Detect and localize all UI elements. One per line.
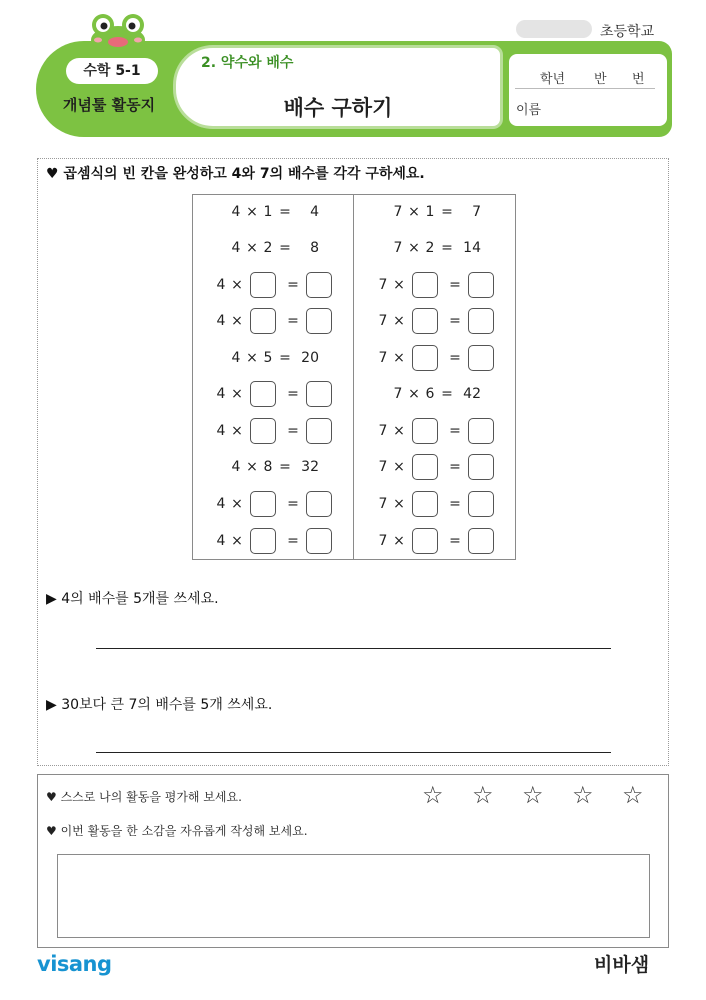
times-sign: ×	[408, 204, 420, 220]
name-label: 이름	[516, 103, 542, 118]
multiplicand: 4	[216, 313, 226, 329]
equation-row	[229, 344, 319, 372]
times-sign: ×	[393, 533, 405, 549]
multiplicand: 4	[216, 386, 226, 402]
product-blank-box[interactable]	[468, 345, 494, 371]
equation-row	[376, 453, 494, 481]
multiplicand: 4	[231, 350, 241, 366]
multiplier: 1	[263, 204, 273, 220]
times-sign: ×	[246, 459, 258, 475]
equation-row	[214, 380, 332, 408]
answer-line-1[interactable]	[96, 648, 611, 649]
equation-row	[376, 490, 494, 518]
times-sign: ×	[231, 313, 243, 329]
multiplier-blank-box[interactable]	[250, 491, 276, 517]
multiplier-blank-box[interactable]	[412, 528, 438, 554]
multiplier: 8	[263, 459, 273, 475]
equation-row	[214, 307, 332, 335]
multiplicand: 7	[378, 423, 388, 439]
multiplicand: 7	[378, 313, 388, 329]
equation-row	[214, 490, 332, 518]
equation-row	[229, 453, 319, 481]
multiplicand: 4	[231, 240, 241, 256]
multiplier: 1	[425, 204, 435, 220]
equals-sign: =	[441, 240, 453, 256]
visang-logo: visang	[37, 952, 112, 976]
class-label: 반	[594, 72, 607, 87]
equals-sign: =	[287, 386, 299, 402]
times-sign: ×	[231, 496, 243, 512]
equation-row	[229, 198, 319, 226]
multiplicand: 7	[378, 350, 388, 366]
product: 4	[310, 204, 319, 220]
multiplicand: 4	[216, 496, 226, 512]
equation-row	[391, 234, 481, 262]
product-blank-box[interactable]	[306, 491, 332, 517]
times-sign: ×	[393, 423, 405, 439]
equation-row	[376, 271, 494, 299]
product: 7	[472, 204, 481, 220]
times-sign: ×	[393, 459, 405, 475]
times-sign: ×	[408, 240, 420, 256]
answer-line-2[interactable]	[96, 752, 611, 753]
times-sign: ×	[231, 277, 243, 293]
subject-badge: 수학 5-1	[66, 58, 158, 84]
equation-row	[214, 527, 332, 555]
multiplicand: 4	[216, 277, 226, 293]
equation-row	[229, 234, 319, 262]
multiplicand: 4	[216, 423, 226, 439]
product-blank-box[interactable]	[306, 418, 332, 444]
equals-sign: =	[279, 459, 291, 475]
times-sign: ×	[393, 313, 405, 329]
times-sign: ×	[393, 496, 405, 512]
school-label: 초등학교	[600, 24, 655, 40]
multiplier-blank-box[interactable]	[250, 308, 276, 334]
multiplier-blank-box[interactable]	[250, 272, 276, 298]
multiplier-blank-box[interactable]	[250, 528, 276, 554]
equation-row	[376, 307, 494, 335]
question-1: ▶ 4의 배수를 5개를 쓰세요.	[46, 591, 219, 607]
equation-row	[376, 417, 494, 445]
product-blank-box[interactable]	[306, 308, 332, 334]
equals-sign: =	[279, 240, 291, 256]
multiplier-blank-box[interactable]	[412, 308, 438, 334]
equals-sign: =	[449, 313, 461, 329]
multiplier: 2	[263, 240, 273, 256]
equals-sign: =	[287, 533, 299, 549]
product-blank-box[interactable]	[468, 491, 494, 517]
times-sign: ×	[393, 277, 405, 293]
product-blank-box[interactable]	[468, 454, 494, 480]
product: 20	[301, 350, 319, 366]
multiplier-blank-box[interactable]	[412, 454, 438, 480]
multiplier-blank-box[interactable]	[412, 272, 438, 298]
product-blank-box[interactable]	[306, 381, 332, 407]
star-icon[interactable]: ☆	[572, 781, 594, 809]
multiplicand: 7	[378, 459, 388, 475]
times-sign: ×	[246, 240, 258, 256]
product-blank-box[interactable]	[306, 272, 332, 298]
self-eval-prompt: ♥ 스스로 나의 활동을 평가해 보세요.	[46, 790, 242, 804]
multiplier-blank-box[interactable]	[412, 345, 438, 371]
multiplicand: 7	[378, 533, 388, 549]
question-2: ▶ 30보다 큰 7의 배수를 5개 쓰세요.	[46, 697, 273, 713]
equals-sign: =	[449, 423, 461, 439]
info-divider	[515, 88, 655, 89]
product-blank-box[interactable]	[306, 528, 332, 554]
times-sign: ×	[246, 204, 258, 220]
multiplier: 2	[425, 240, 435, 256]
equals-sign: =	[287, 496, 299, 512]
product: 14	[463, 240, 481, 256]
star-icon[interactable]: ☆	[522, 781, 544, 809]
multiplicand: 4	[231, 204, 241, 220]
times-sign: ×	[231, 423, 243, 439]
equals-sign: =	[449, 533, 461, 549]
equals-sign: =	[441, 204, 453, 220]
product-blank-box[interactable]	[468, 308, 494, 334]
multiplicand: 7	[393, 240, 403, 256]
equation-row	[391, 198, 481, 226]
page-title: 배수 구하기	[283, 96, 393, 120]
times-sign: ×	[393, 350, 405, 366]
star-icon[interactable]: ☆	[622, 781, 644, 809]
multiplier: 6	[425, 386, 435, 402]
product-blank-box[interactable]	[468, 528, 494, 554]
product: 42	[463, 386, 481, 402]
times-sign: ×	[246, 350, 258, 366]
times-sign: ×	[231, 386, 243, 402]
equals-sign: =	[449, 459, 461, 475]
equals-sign: =	[449, 277, 461, 293]
multiplicand: 7	[378, 496, 388, 512]
star-icon[interactable]: ☆	[472, 781, 494, 809]
equals-sign: =	[287, 423, 299, 439]
equals-sign: =	[449, 350, 461, 366]
grade-label: 학년	[540, 72, 566, 87]
equation-row	[376, 527, 494, 555]
multiplicand: 7	[393, 204, 403, 220]
multiplicand: 4	[231, 459, 241, 475]
multiplier-blank-box[interactable]	[250, 381, 276, 407]
multiplier: 5	[263, 350, 273, 366]
multiplier-blank-box[interactable]	[412, 491, 438, 517]
activity-title: 개념툴 활동지	[62, 96, 156, 114]
equals-sign: =	[449, 496, 461, 512]
product: 8	[310, 240, 319, 256]
equation-row	[214, 271, 332, 299]
vivasam-logo: 비바샘	[594, 954, 650, 976]
star-icon[interactable]: ☆	[422, 781, 444, 809]
reflection-input-box[interactable]	[57, 854, 650, 938]
times-sign: ×	[231, 533, 243, 549]
number-label: 번	[632, 72, 645, 87]
product-blank-box[interactable]	[468, 272, 494, 298]
school-name-field[interactable]	[516, 20, 592, 38]
equals-sign: =	[287, 277, 299, 293]
equals-sign: =	[279, 350, 291, 366]
multiplicand: 7	[393, 386, 403, 402]
product: 32	[301, 459, 319, 475]
chapter-label: 2. 약수와 배수	[201, 55, 294, 71]
equation-row	[391, 380, 481, 408]
reflection-prompt: ♥ 이번 활동을 한 소감을 자유롭게 작성해 보세요.	[46, 824, 308, 838]
table-divider	[353, 194, 354, 560]
equals-sign: =	[279, 204, 291, 220]
multiplier-blank-box[interactable]	[412, 418, 438, 444]
equals-sign: =	[441, 386, 453, 402]
product-blank-box[interactable]	[468, 418, 494, 444]
equals-sign: =	[287, 313, 299, 329]
instruction-text: ♥ 곱셈식의 빈 칸을 완성하고 4와 7의 배수를 각각 구하세요.	[46, 166, 425, 182]
multiplicand: 7	[378, 277, 388, 293]
equation-row	[376, 344, 494, 372]
equation-row	[214, 417, 332, 445]
multiplicand: 4	[216, 533, 226, 549]
frog-mascot-icon	[88, 12, 148, 52]
times-sign: ×	[408, 386, 420, 402]
multiplier-blank-box[interactable]	[250, 418, 276, 444]
